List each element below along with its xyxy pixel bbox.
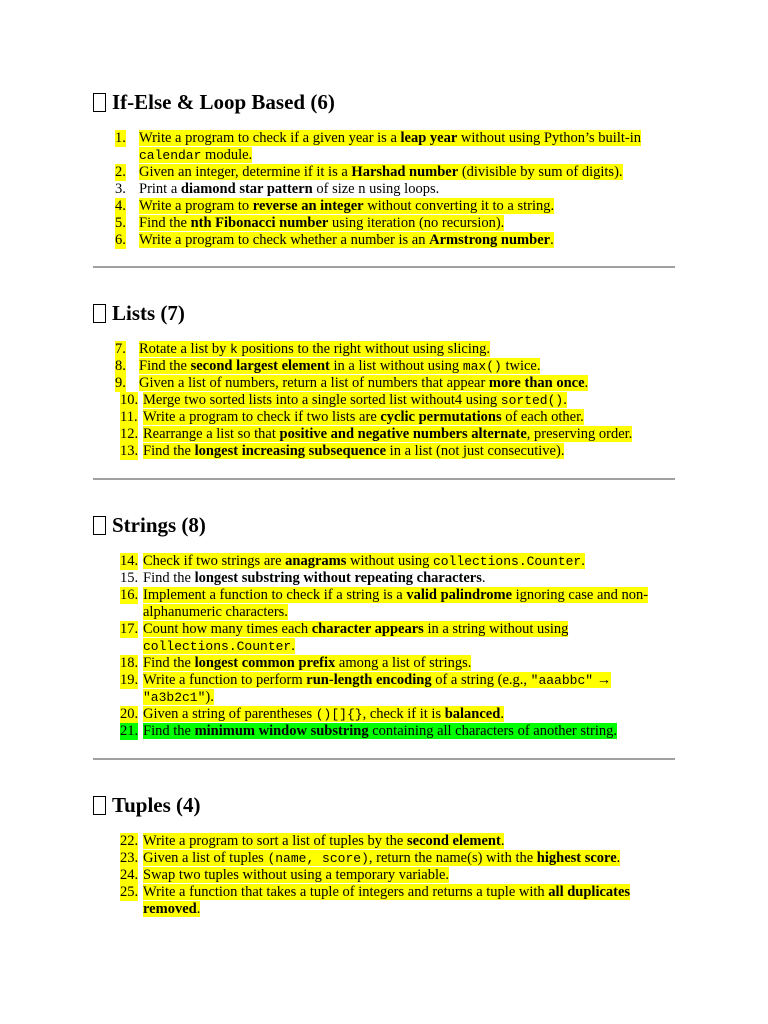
question-text [139, 198, 554, 214]
text-run: . [196, 901, 201, 917]
section-lists [93, 299, 675, 460]
question-list [93, 341, 675, 460]
question-number: 5. [115, 215, 126, 231]
question-text [139, 215, 504, 231]
text-run: , check if it is [362, 706, 445, 722]
bold-term: all duplicates removed [143, 884, 631, 917]
text-run: . [550, 232, 554, 248]
text-run: . [584, 375, 589, 391]
question-item [93, 587, 675, 621]
question-number: 8. [115, 358, 126, 374]
question-text [143, 426, 632, 442]
question-number: 17. [120, 621, 139, 637]
bold-term: longest increasing subsequence [194, 443, 387, 459]
question-text [143, 655, 471, 671]
text-run: Write a program to check if two lists are [143, 409, 381, 425]
question-item [93, 833, 675, 850]
section-divider [93, 758, 675, 760]
question-number: 4. [115, 198, 126, 214]
question-number: 23. [120, 850, 139, 866]
question-text [143, 587, 648, 620]
question-item [93, 723, 675, 740]
text-run: Rotate a list by [139, 341, 231, 357]
inline-code: ()[]{} [315, 707, 363, 722]
inline-code: max() [462, 359, 502, 374]
section-heading [93, 299, 675, 327]
bold-term: diamond star pattern [180, 181, 313, 197]
text-run: positions to the right without using slicing. [237, 341, 490, 357]
question-text [139, 181, 439, 197]
question-number: 16. [120, 587, 139, 603]
text-run: among a list of strings. [335, 655, 472, 671]
section-divider [93, 266, 675, 268]
question-text [143, 672, 611, 705]
text-run: . [581, 553, 585, 569]
section-title: Lists (7) [112, 301, 185, 325]
bold-term: run-length encoding [306, 672, 432, 688]
question-text [139, 232, 554, 248]
question-text [143, 392, 567, 408]
text-run: → [593, 672, 612, 688]
missing-glyph-icon [93, 304, 106, 323]
text-run: of a string (e.g., [431, 672, 531, 688]
inline-code: sorted() [500, 393, 564, 408]
text-run: Check if two strings are [143, 553, 286, 569]
question-number: 18. [120, 655, 139, 671]
question-text [143, 553, 585, 569]
question-text [143, 409, 584, 425]
text-run: without using Python’s built-in [457, 130, 641, 146]
question-text [143, 570, 486, 586]
question-number: 12. [120, 426, 139, 442]
section-heading [93, 88, 675, 116]
text-run: Write a function that takes a tuple of integers and returns a tuple with [143, 884, 549, 900]
text-run: Given a list of numbers, return a list of numbers that appear [139, 375, 489, 391]
question-text [143, 706, 504, 722]
inline-code: "a3b2c1" [143, 690, 206, 705]
question-number: 22. [120, 833, 139, 849]
section-title: Tuples (4) [112, 793, 201, 817]
question-number: 1. [115, 130, 126, 146]
question-number: 3. [115, 181, 126, 197]
section-divider [93, 478, 675, 480]
text-run: . [481, 570, 486, 586]
question-number: 11. [120, 409, 138, 425]
bold-term: anagrams [285, 553, 347, 569]
text-run: Find the [139, 358, 191, 374]
text-run: . [291, 638, 295, 654]
text-run: of size n using loops. [312, 181, 440, 197]
bold-term: second largest element [190, 358, 330, 374]
bold-term: more than once [488, 375, 585, 391]
question-item [93, 232, 675, 249]
question-item [93, 850, 675, 867]
text-run: . [563, 392, 567, 408]
question-item [93, 392, 675, 409]
question-text [139, 375, 588, 391]
question-number: 6. [115, 232, 126, 248]
text-run: in a list without using [329, 358, 463, 374]
question-number: 24. [120, 867, 139, 883]
question-number: 2. [115, 164, 126, 180]
question-text [139, 164, 623, 180]
inline-code: k [230, 342, 238, 357]
inline-code: collections.Counter [143, 639, 292, 654]
section-heading [93, 511, 675, 539]
question-list [93, 833, 675, 918]
question-number: 14. [120, 553, 139, 569]
bold-term: Harshad number [351, 164, 459, 180]
section-strings [93, 511, 675, 740]
question-number: 21. [120, 723, 139, 739]
text-run: twice. [501, 358, 541, 374]
text-run: ). [205, 689, 214, 705]
question-item [93, 215, 675, 232]
inline-code: calendar [139, 148, 202, 163]
section-heading [93, 791, 675, 819]
text-run: Merge two sorted lists into a single sorted list without4 using [143, 392, 501, 408]
bold-term: highest score [536, 850, 617, 866]
missing-glyph-icon [93, 516, 106, 535]
question-text [139, 341, 490, 357]
text-run: in a list (not just consecutive). [386, 443, 565, 459]
question-item [93, 181, 675, 198]
section-tuples [93, 791, 675, 918]
text-run: (divisible by sum of digits). [458, 164, 623, 180]
section-title: If-Else & Loop Based (6) [112, 90, 335, 114]
question-item [93, 655, 675, 672]
text-run: without using [346, 553, 433, 569]
text-run: in a string without using [423, 621, 569, 637]
text-run: Write a program to check if a given year is a [139, 130, 401, 146]
section-title: Strings (8) [112, 513, 206, 537]
text-run: , preserving order. [526, 426, 633, 442]
question-text [143, 867, 449, 883]
text-run: Given a list of tuples [143, 850, 268, 866]
text-run: , return the name(s) with the [368, 850, 537, 866]
text-run: Rearrange a list so that [143, 426, 280, 442]
text-run: Find the [143, 570, 195, 586]
question-item [93, 130, 675, 164]
question-item [93, 198, 675, 215]
text-run: . [616, 850, 621, 866]
text-run: Find the [143, 655, 195, 671]
text-run: Given a string of parentheses [143, 706, 316, 722]
text-run: Find the [143, 723, 195, 739]
question-number: 13. [120, 443, 139, 459]
question-item [93, 443, 675, 460]
text-run: Find the [139, 215, 191, 231]
text-run: Write a program to check whether a number is an [139, 232, 430, 248]
question-number: 7. [115, 341, 126, 357]
text-run: . [500, 833, 505, 849]
question-item [93, 409, 675, 426]
question-number: 25. [120, 884, 139, 900]
text-run: Find the [143, 443, 195, 459]
text-run: . [500, 706, 504, 722]
question-list [93, 130, 675, 249]
question-text [139, 358, 540, 374]
text-run: Swap two tuples without using a temporary variable. [143, 867, 450, 883]
bold-term: longest substring without repeating characters [194, 570, 482, 586]
bold-term: reverse an integer [252, 198, 364, 214]
question-item [93, 375, 675, 392]
bold-term: positive and negative numbers alternate [279, 426, 527, 442]
question-item [93, 164, 675, 181]
bold-term: longest common prefix [194, 655, 336, 671]
inline-code: (name, score) [267, 851, 369, 866]
question-item [93, 341, 675, 358]
bold-term: nth Fibonacci number [190, 215, 329, 231]
bold-term: second element [406, 833, 501, 849]
text-run: of each other. [501, 409, 584, 425]
question-text [139, 130, 641, 163]
question-item [93, 570, 675, 587]
bold-term: Armstrong number [429, 232, 551, 248]
bold-term: valid palindrome [406, 587, 513, 603]
question-number: 9. [115, 375, 126, 391]
text-run: Print a [139, 181, 181, 197]
question-list [93, 553, 675, 740]
bold-term: balanced [444, 706, 501, 722]
question-item [93, 621, 675, 655]
inline-code: "aaabbc" [530, 673, 594, 688]
question-item [93, 553, 675, 570]
section-if-else [93, 88, 675, 249]
text-run: using iteration (no recursion). [328, 215, 505, 231]
text-run: module. [201, 147, 253, 163]
question-item [93, 867, 675, 884]
question-text [143, 723, 617, 739]
question-number: 19. [120, 672, 139, 688]
question-number: 15. [120, 570, 139, 586]
question-text [143, 884, 630, 917]
text-run: containing all characters of another string. [368, 723, 618, 739]
question-item [93, 884, 675, 918]
text-run: Given an integer, determine if it is a [139, 164, 352, 180]
question-text [143, 443, 564, 459]
question-item [93, 358, 675, 375]
text-run: Write a program to sort a list of tuples by the [143, 833, 407, 849]
bold-term: cyclic permutations [380, 409, 502, 425]
question-item [93, 706, 675, 723]
question-item [93, 426, 675, 443]
bold-term: leap year [400, 130, 458, 146]
bold-term: minimum window substring [194, 723, 369, 739]
inline-code: collections.Counter [433, 554, 582, 569]
text-run: Implement a function to check if a string is a [143, 587, 407, 603]
missing-glyph-icon [93, 93, 106, 112]
question-text [143, 850, 620, 866]
text-run: ignoring case and non-alphanumeric characters. [143, 587, 649, 620]
bold-term: character appears [311, 621, 424, 637]
text-run: Write a function to perform [143, 672, 307, 688]
text-run: without converting it to a string. [363, 198, 555, 214]
text-run: Write a program to [139, 198, 253, 214]
question-text [143, 621, 568, 654]
question-text [143, 833, 504, 849]
missing-glyph-icon [93, 796, 106, 815]
text-run: Count how many times each [143, 621, 312, 637]
question-item [93, 672, 675, 706]
question-number: 20. [120, 706, 139, 722]
question-number: 10. [120, 392, 139, 408]
